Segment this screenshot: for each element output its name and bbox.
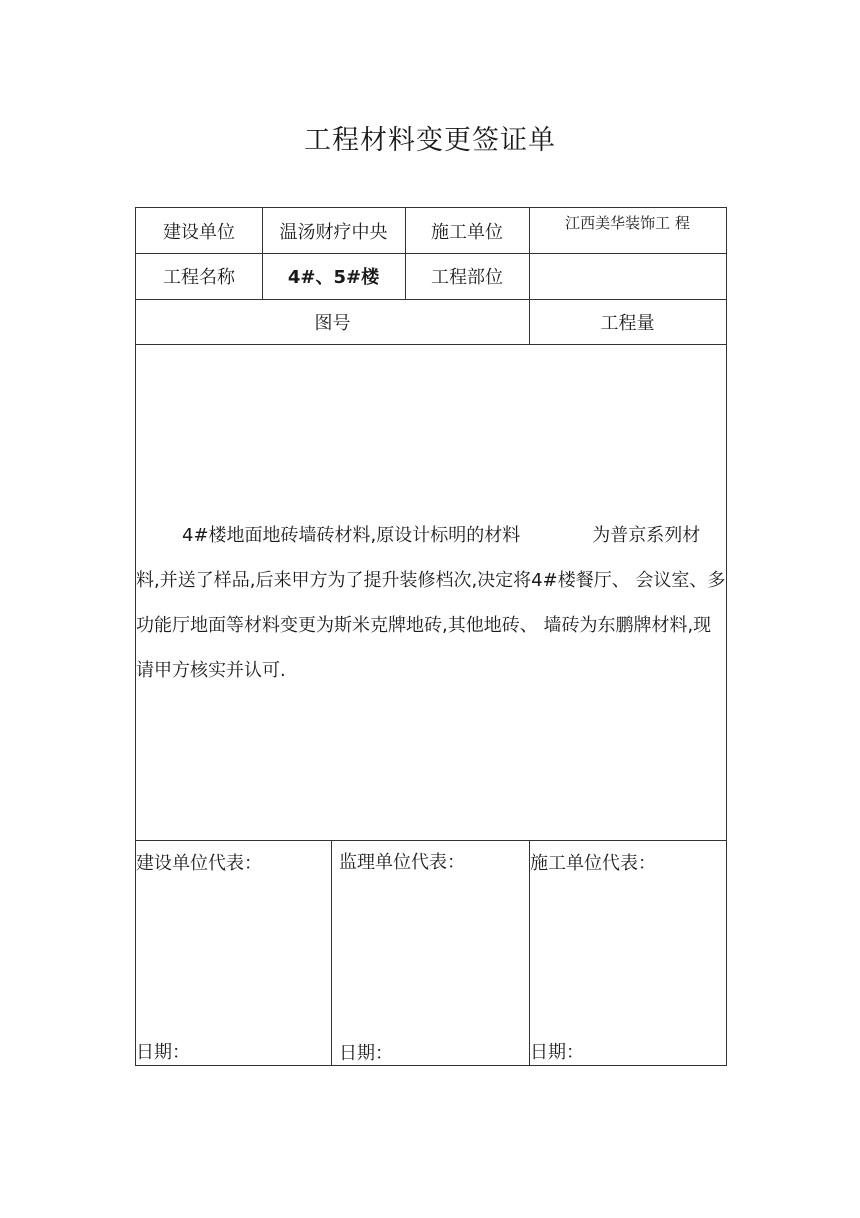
- project-part-label: 工程部位: [431, 267, 503, 288]
- change-form-table: [135, 207, 727, 1066]
- description-line: 4#楼地面地砖墙砖材料,原设计标明的材料 为普京系列材: [182, 525, 701, 546]
- project-name-value: 4#、5#楼: [287, 267, 380, 288]
- owner-representative-label: 建设单位代表：: [136, 853, 262, 874]
- contractor-representative-label: 施工单位代表：: [530, 853, 656, 874]
- project-name-label: 工程名称: [163, 267, 235, 288]
- contractor-label: 施工单位: [431, 221, 503, 243]
- quantity-label: 工程量: [600, 312, 655, 334]
- row-divider: [136, 344, 726, 345]
- description-line: 料,并送了样品,后来甲方为了提升装修档次,决定将4#楼餐厅、 会议室、多: [136, 570, 726, 591]
- supervisor-date-label: 日期：: [339, 1043, 393, 1064]
- owner-label: 建设单位: [163, 221, 235, 243]
- column-divider: [331, 840, 332, 1066]
- page-title: 工程材料变更签证单: [304, 125, 556, 156]
- contractor-date-label: 日期：: [530, 1042, 584, 1063]
- description-line: 功能厅地面等材料变更为斯米克牌地砖,其他地砖、 墙砖为东鹏牌材料,现: [136, 615, 712, 636]
- supervisor-representative-label: 监理单位代表：: [339, 852, 465, 873]
- drawing-number-label: 图号: [314, 312, 351, 334]
- owner-value: 温汤财疗中央: [279, 221, 388, 243]
- owner-date-label: 日期：: [136, 1042, 190, 1063]
- contractor-value: 江西美华装饰工 程: [565, 214, 690, 232]
- description-line: 请甲方核实并认可.: [136, 660, 286, 681]
- row-divider: [136, 840, 726, 841]
- project-part-value: [529, 253, 726, 299]
